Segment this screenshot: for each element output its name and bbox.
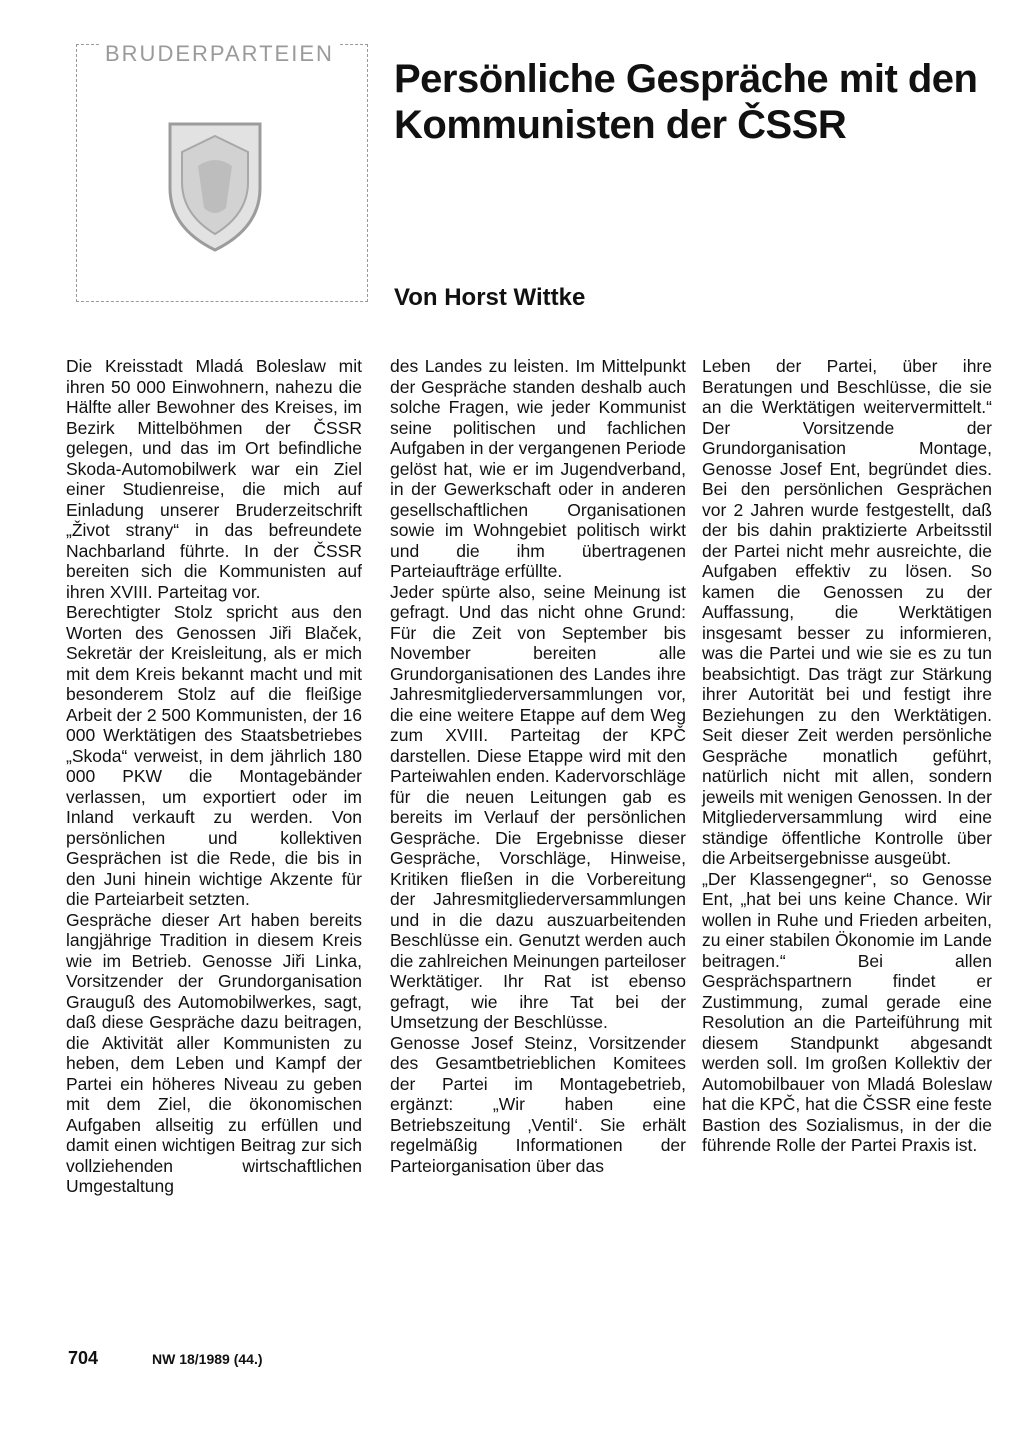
coat-of-arms-icon <box>162 116 268 256</box>
text-column-3 <box>702 356 992 1156</box>
section-label: BRUDERPARTEIEN <box>100 44 339 64</box>
page-number: 704 <box>68 1348 99 1368</box>
article-title: Persönliche Gespräche mit den Kommunisten der ČSSR <box>394 57 978 147</box>
paragraph: Genosse Josef Steinz, Vorsitzender des Gesamtbetrieblichen Komitees der Partei im Montagebetrieb, ergänzt: „Wir haben eine Betriebszeitung ‚Ventil‘. Sie erhält regelmäßig Informationen der Parteiorganisation über das <box>390 1032 686 1176</box>
paragraph: Leben der Partei, über ihre Beratungen und Beschlüsse, die sie an die Werktätigen weitervermittelt.“ Der Vorsitzende der Grundorganisation Montage, Genosse Josef Ent, begründet dies. Bei den persönlichen Gesprächen vor 2 Jahren wurde festgestellt, daß der bis dahin praktizierte Arbeitsstil der Partei nicht mehr ausreichte, die Aufgaben effektiv zu lösen. So kamen die Genossen zu der Auffassung, die Werktätigen insgesamt besser zu informieren, was die Partei und wie sie es zu tun beabsichtigt. Das trägt zur Stärkung ihrer Autorität bei und festigt ihre Beziehungen zu den Werktätigen. Seit dieser Zeit werden persönliche Gespräche monatlich geführt, natürlich nicht mit allen, sondern jeweils mit wenigen Genossen. In der Mitgliederversammlung wird eine ständige öffentliche Kontrolle über die Arbeitsergebnisse ausgeübt. <box>702 356 992 868</box>
paragraph: Jeder spürte also, seine Meinung ist gefragt. Und das nicht ohne Grund: Für die Zeit von September bis November bereiten alle Grundorganisationen des Landes ihre Jahresmitgliederversammlungen vor, die eine weitere Etappe auf dem Weg zum XVIII. Parteitag der KPČ darstellen. Diese Etappe wird mit den Parteiwahlen enden. Kadervorschläge für die neuen Leitungen gab es bereits im Verlauf der persönlichen Gespräche. Die Ergebnisse dieser Gespräche, Vorschläge, Hinweise, Kritiken fließen in die Vorbereitung der Jahresmitgliederversammlungen und in die dazu auszuarbeitenden Beschlüsse ein. Genutzt werden auch die zahlreichen Meinungen parteiloser Werktätiger. Ihr Rat ist ebenso gefragt, wie ihre Tat bei der Umsetzung der Beschlüsse. <box>390 581 686 1032</box>
paragraph: „Der Klassengegner“, so Genosse Ent, „hat bei uns keine Chance. Wir wollen in Ruhe und Frieden arbeiten, zu einer stabilen Ökonomie im Lande beitragen.“ Bei allen Gesprächspartnern findet er Zustimmung, zumal gerade eine Resolution an die Parteiführung mit diesem Standpunkt abgesandt werden soll. Im großen Kollektiv der Automobilbauer von Mladá Boleslaw hat die KPČ, hat die ČSSR eine feste Bastion des Sozialismus, in der die führende Rolle der Partei Praxis ist. <box>702 868 992 1155</box>
paragraph: Gespräche dieser Art haben bereits langjährige Tradition in diesem Kreis wie im Betrieb. Genosse Jiři Linka, Vorsitzender der Grundorganisation Grauguß des Automobilwerkes, sagt, daß diese Gespräche dazu beitragen, die Aktivität aller Kommunisten zu heben, dem Leben und Kampf der Partei ein höheres Niveau zu geben mit dem Ziel, die ökonomischen Aufgaben allseitig zu erfüllen und damit einen wichtigen Beitrag zur sich vollziehenden wirtschaftlichen Umgestaltung <box>66 909 362 1196</box>
paragraph: des Landes zu leisten. Im Mittelpunkt der Gespräche standen deshalb auch solche Fragen, wie jeder Kommunist seine politischen und fachlichen Aufgaben in der vergangenen Periode gelöst hat, wie er im Jugendverband, in der Gewerkschaft oder in anderen gesellschaftlichen Organisationen sowie im Wohngebiet politisch wirkt und die ihm übertragenen Parteiaufträge erfüllte. <box>390 356 686 581</box>
paragraph: Berechtigter Stolz spricht aus den Worten des Genossen Jiři Blaček, Sekretär der Kreisleitung, als er mich mit dem Kreis bekannt macht und mit besonderem Stolz auf die fleißige Arbeit der 2 500 Kommunisten, der 16 000 Werktätigen des Staatsbetriebes „Skoda“ verweist, in dem jährlich 180 000 PKW die Montagebänder verlassen, um exportiert oder im Inland verkauft zu werden. Von persönlichen und kollektiven Gesprächen ist die Rede, die bis in den Juni hinein wichtige Akzente für die Parteiarbeit setzten. <box>66 602 362 909</box>
text-column-1 <box>66 356 362 1197</box>
issue-reference: NW 18/1989 (44.) <box>152 1351 263 1367</box>
author-byline: Von Horst Wittke <box>394 284 586 311</box>
paragraph: Die Kreisstadt Mladá Boleslaw mit ihren 50 000 Einwohnern, nahezu die Hälfte aller Bewohner des Kreises, im Bezirk Mittelböhmen der ČSSR gelegen, und das im Ort befindliche Skoda-Automobilwerk war ein Ziel einer Studienreise, die mich auf Einladung unserer Bruderzeitschrift „Život strany“ in das befreundete Nachbarland führte. In der ČSSR bereiten sich die Kommunisten auf ihren XVIII. Parteitag vor. <box>66 356 362 602</box>
text-column-2 <box>390 356 686 1176</box>
